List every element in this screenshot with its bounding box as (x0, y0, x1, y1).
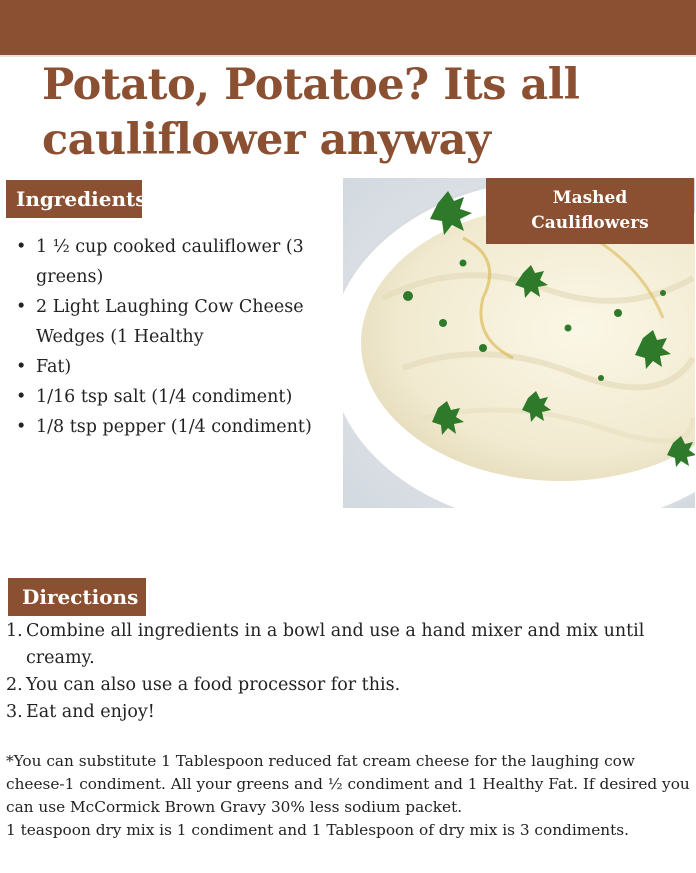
directions-list (6, 618, 686, 726)
bullet-icon: • (16, 297, 27, 317)
step-number: 2. (6, 675, 23, 695)
note-line-3: can use McCormick Brown Gravy 30% less sodium packet. (6, 798, 463, 816)
list-item (14, 292, 314, 352)
list-item (6, 618, 686, 672)
ingredient-text: 2 Light Laughing Cow Cheese Wedges (1 Healthy (36, 297, 304, 347)
ingredients-heading: Ingredients (6, 180, 142, 218)
title-line-1: Potato, Potatoe? Its all (42, 60, 580, 110)
list-item (6, 672, 686, 699)
header-bar (0, 0, 696, 55)
title-line-2: cauliflower anyway (42, 115, 491, 165)
page-title (42, 58, 662, 168)
ingredient-text: 1/8 tsp pepper (1/4 condiment) (36, 417, 312, 437)
step-number: 3. (6, 702, 23, 722)
caption-line-1: Mashed (552, 188, 628, 208)
bullet-icon: • (16, 387, 27, 407)
ingredient-text: 1 ½ cup cooked cauliflower (3 greens) (36, 237, 304, 287)
list-item (6, 699, 686, 726)
ingredients-list (14, 232, 314, 442)
substitution-note (6, 750, 690, 842)
bullet-icon: • (16, 237, 27, 257)
note-line-4: 1 teaspoon dry mix is 1 condiment and 1 Tablespoon of dry mix is 3 condiments. (6, 821, 629, 839)
step-text: You can also use a food processor for this. (26, 675, 401, 695)
header-divider (0, 55, 696, 57)
list-item (14, 382, 314, 412)
step-text: Eat and enjoy! (26, 702, 155, 722)
ingredient-text: Fat) (36, 357, 72, 377)
bullet-icon: • (16, 357, 27, 377)
ingredient-text: 1/16 tsp salt (1/4 condiment) (36, 387, 293, 407)
photo-caption (486, 178, 694, 244)
step-number: 1. (6, 621, 23, 641)
list-item (14, 232, 314, 292)
list-item (14, 352, 314, 382)
step-text: Combine all ingredients in a bowl and use a hand mixer and mix until creamy. (26, 621, 645, 668)
note-line-2: cheese-1 condiment. All your greens and ½ condiment and 1 Healthy Fat. If desired you (6, 775, 690, 793)
list-item (14, 412, 314, 442)
bullet-icon: • (16, 417, 27, 437)
directions-heading: Directions (8, 578, 146, 616)
note-line-1: *You can substitute 1 Tablespoon reduced fat cream cheese for the laughing cow (6, 752, 635, 770)
caption-line-2: Cauliflowers (531, 213, 649, 233)
